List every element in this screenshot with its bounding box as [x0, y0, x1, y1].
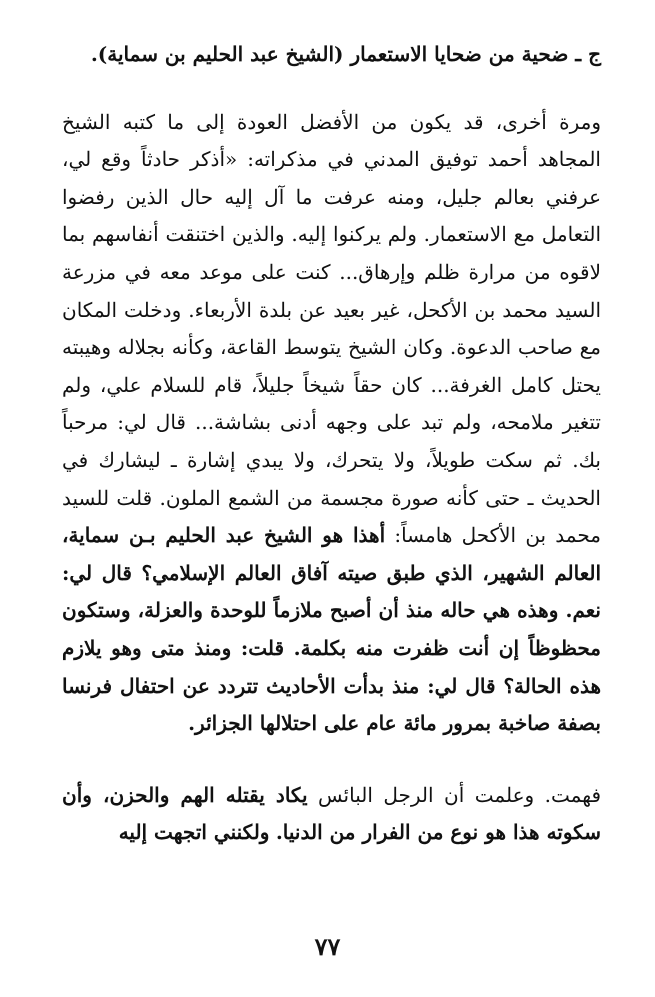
paragraph-1-bold-text: أهذا هو الشيخ عبد الحليم بـن سماية، العالم الشهير، الذي طبق صيته آفاق العالم الإسلامي؟ قال لي: نعم. وهذه هي حاله منذ أن أصبح ملازماً للوحدة والعزلة، وستكون محظوظاً إن أنت ظفرت منه بكلمة. قلت: ومنذ متى وهو يلازم هذه الحالة؟ قال لي: منذ بدأت الأحاديث تتردد عن احتفال فرنسا بصفة صاخبة بمرور مائة عام على احتلالها الجزائر. — [62, 523, 601, 736]
paragraph-2-regular-text-2: ولكنني اتجهت إليه — [118, 820, 270, 845]
section-heading: ج ـ ضحية من ضحايا الاستعمار (الشيخ عبد الحليم بن سماية). — [90, 42, 601, 66]
paragraph-1-regular-text: ومرة أخرى، قد يكون من الأفضل العودة إلى ما كتبه الشيخ المجاهد أحمد توفيق المدني في مذكراته: «أذكر حادثاً وقع لي، عرفني بعالم جليل، ومنه عرفت ما آل إليه حال الذين رفضوا التعامل مع الاستعمار. ولم يركنوا إليه. والذين اختنقت أنفاسهم بما لاقوه من مرارة ظلم وإرهاق... كنت على موعد معه في مزرعة السيد محمد بن الأكحل، غير بعيد عن بلدة الأربعاء. ودخلت المكان مع صاحب الدعوة. وكان الشيخ يتوسط القاعة، وكأنه بجلاله وهيبته يحتل كامل الغرفة... كان حقاً شيخاً جليلاً، قام للسلام علي، ولم تتغير ملامحه، ولم تبد على وجهه أدنى بشاشة... قال لي: مرحباً بك. ثم سكت طويلاً، ولا يتحرك، ولا يبدي إشارة ـ ليشارك في الحديث ـ حتى كأنه صورة مجسمة من الشمع الملون. قلت للسيد محمد بن الأكحل هامساً: — [62, 109, 602, 548]
page-number: ٧٧ — [314, 932, 341, 961]
paragraph-understanding — [62, 777, 601, 852]
paragraph-memoir-quote — [62, 104, 601, 743]
paragraph-2-bold-text: يكاد يقتله الهم والحزن، وأن سكوته هذا هو نوع من الفرار من الدنيا. — [62, 782, 601, 845]
paragraph-2-regular-text-1: فهمت. وعلمت أن الرجل البائس — [318, 782, 602, 807]
